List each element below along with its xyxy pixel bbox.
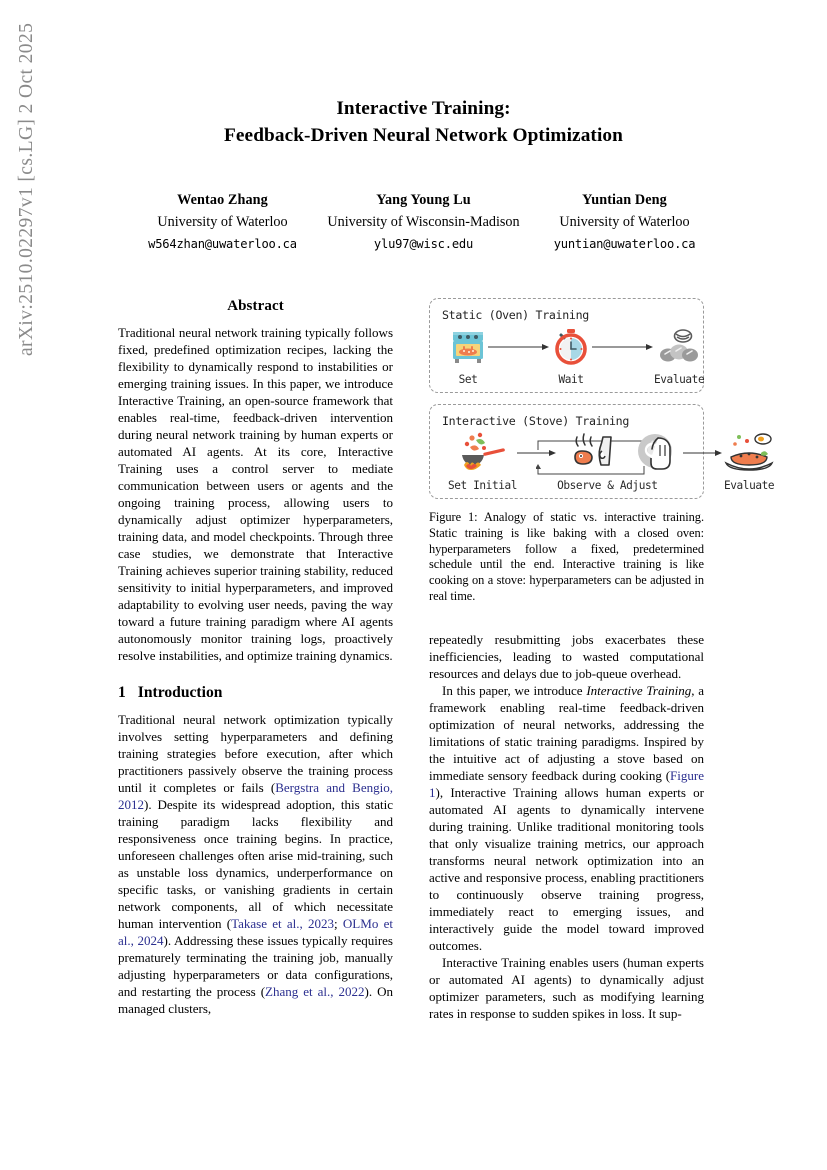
title-block bbox=[118, 95, 729, 150]
right-column-paragraph-2 bbox=[429, 682, 704, 954]
two-column-body bbox=[118, 297, 775, 1023]
right-column-paragraph-3: Interactive Training enables users (human experts or automated AI agents) to dynamically adjust optimizer parameters, such as modifying learning rates in response to sudden spikes in loss. It sup- bbox=[429, 955, 704, 1022]
author-affiliation: University of Waterloo bbox=[559, 213, 690, 230]
step-evaluate-interactive bbox=[723, 430, 775, 492]
author-name: Yuntian Deng bbox=[582, 191, 667, 208]
author-name: Yang Young Lu bbox=[376, 191, 471, 208]
frying-pan-icon bbox=[448, 430, 517, 476]
section-title: Introduction bbox=[137, 684, 223, 702]
author-affiliation: University of Wisconsin-Madison bbox=[327, 213, 520, 230]
figure-panel-interactive bbox=[429, 404, 775, 499]
citation-link-olmo[interactable]: OLMo et al., 2024 bbox=[118, 916, 393, 949]
author-email[interactable]: ylu97@wisc.edu bbox=[373, 236, 474, 251]
oven-icon bbox=[448, 324, 488, 370]
figure-caption-label: Figure 1: bbox=[429, 509, 478, 524]
step-observe bbox=[557, 430, 658, 492]
step-caption: Wait bbox=[558, 372, 584, 386]
right-column-paragraph-continued: repeatedly resubmitting jobs exacerbates these inefficiencies, leading to wasted computational resources and delays due to job-queue overhead. bbox=[429, 632, 704, 682]
section-number: 1 bbox=[118, 684, 126, 702]
intro-text-a: Traditional neural network optimization typically involves setting hyperparameters and defining training strategies before execution, after which practitioners passively observe the training process until it completes or fails ( bbox=[118, 712, 393, 796]
citation-link-bergstra[interactable]: Bergstra and Bengio, 2012 bbox=[118, 780, 393, 813]
static-flow bbox=[442, 324, 705, 386]
step-set-initial bbox=[448, 430, 517, 492]
section-heading-introduction bbox=[118, 684, 393, 702]
arrow-icon bbox=[683, 430, 723, 476]
introduction-paragraph bbox=[118, 711, 393, 1017]
figure-caption bbox=[429, 510, 704, 605]
figure-reference-link[interactable]: Figure 1 bbox=[429, 768, 704, 801]
left-column bbox=[118, 298, 393, 1023]
author-email[interactable]: yuntian@uwaterloo.ca bbox=[553, 236, 696, 251]
step-set bbox=[448, 324, 488, 386]
author-block bbox=[524, 192, 725, 251]
plated-food-icon bbox=[723, 430, 775, 476]
para2-text-a: In this paper, we introduce bbox=[442, 683, 587, 699]
abstract-heading: Abstract bbox=[227, 297, 284, 314]
step-caption: Set Initial bbox=[448, 478, 518, 492]
stopwatch-icon bbox=[550, 324, 592, 370]
page-title-line2: Feedback-Driven Neural Network Optimization bbox=[224, 125, 623, 147]
figure-1 bbox=[429, 298, 775, 605]
author-block bbox=[323, 192, 524, 251]
burnt-stones-icon bbox=[654, 324, 704, 370]
step-wait bbox=[550, 324, 592, 386]
citation-link-zhang[interactable]: Zhang et al., 2022 bbox=[265, 984, 365, 1000]
para2-text-c: ), Interactive Training allows human experts or automated AI agents to dynamically intervene during training. Unlike traditional monitoring tools that only visualize training metrics, our approach transforms neural network optimization into an active and responsive process, enabling practitioners to continuously observe training progress, immediately react to emerging issues, and interactively guide the model toward improved outcomes. bbox=[429, 785, 704, 954]
author-affiliation: University of Waterloo bbox=[157, 213, 288, 230]
figure-body-gap bbox=[429, 605, 704, 631]
figure-panel-static bbox=[429, 298, 704, 393]
page-title-line1: Interactive Training: bbox=[336, 98, 511, 119]
para2-text-b: , a framework enabling real-time feedback-driven optimization of neural networks, addressing the limitations of static training paradigms. Inspired by the intuitive act of adjusting a stove based on immediate sensory feedback during cooking ( bbox=[429, 683, 704, 784]
arrow-icon bbox=[488, 324, 550, 370]
author-name: Wentao Zhang bbox=[177, 191, 268, 208]
abstract-text: Traditional neural network training typically follows fixed, predefined optimization recipes, lacking the flexibility to dynamically respond to instabilities or emerging training issues. In this paper, we introduce Interactive Training, an open-source framework that enables real-time, feedback-driven intervention during neural network training by human experts or automated AI agents. At its core, Interactive Training uses a control server to mediate communication between users or agents and the ongoing training process, allowing users to dynamically adjust optimizer hyperparameters, training data, and model checkpoints. Through three case studies, we demonstrate that Interactive Training achieves superior training stability, reduced sensitivity to initial hyperparameters, and improved adaptability to evolving user needs, paving the way toward a future training paradigm where AI agents autonomously monitor training logs, proactively resolve instabilities, and optimize training dynamics. bbox=[118, 324, 393, 664]
figure-caption-text: Analogy of static vs. interactive training. Static training is like baking with a closed oven: hyperparameters follow a fixed, predetermined schedule until the end. Interactive training is like cooking on a stove: hyperparameters can be adjusted in real time. bbox=[429, 509, 704, 604]
step-caption: Set bbox=[458, 372, 478, 386]
author-list bbox=[118, 192, 729, 251]
citation-separator: ; bbox=[334, 916, 343, 932]
step-caption: Evaluate bbox=[723, 478, 775, 492]
step-evaluate-static bbox=[654, 324, 704, 386]
intro-text-c: ). Addressing these issues typically requires prematurely terminating the training job, manually adjusting hyperparameters or data configurations, and restarting the process ( bbox=[118, 933, 393, 1000]
step-caption: Observe & Adjust bbox=[557, 478, 658, 492]
right-column bbox=[429, 298, 775, 1023]
panel-title-static: Static (Oven) Training bbox=[442, 307, 589, 322]
citation-link-takase[interactable]: Takase et al., 2023 bbox=[231, 916, 335, 932]
author-email[interactable]: w564zhan@uwaterloo.ca bbox=[148, 236, 297, 251]
arrow-icon bbox=[592, 324, 654, 370]
intro-text-d: ). On managed clusters, bbox=[118, 984, 393, 1017]
arxiv-stamp: arXiv:2510.02297v1 [cs.LG] 2 Oct 2025 bbox=[16, 22, 37, 356]
feedback-loop-bottom bbox=[536, 464, 646, 476]
para2-emphasis: Interactive Training bbox=[586, 683, 692, 699]
interactive-flow bbox=[442, 430, 775, 492]
panel-title-interactive: Interactive (Stove) Training bbox=[442, 413, 630, 428]
intro-text-b: ). Despite its widespread adoption, this static training paradigm lacks flexibility and responsiveness once training begins. In practice, unforeseen challenges often arise mid-training, such as unstable loss dynamics, underperformance on specific tasks, or vanishing gradients in certain network components, all of which necessitate human intervention ( bbox=[118, 797, 393, 932]
author-block bbox=[122, 192, 323, 251]
step-caption: Evaluate bbox=[654, 372, 705, 386]
